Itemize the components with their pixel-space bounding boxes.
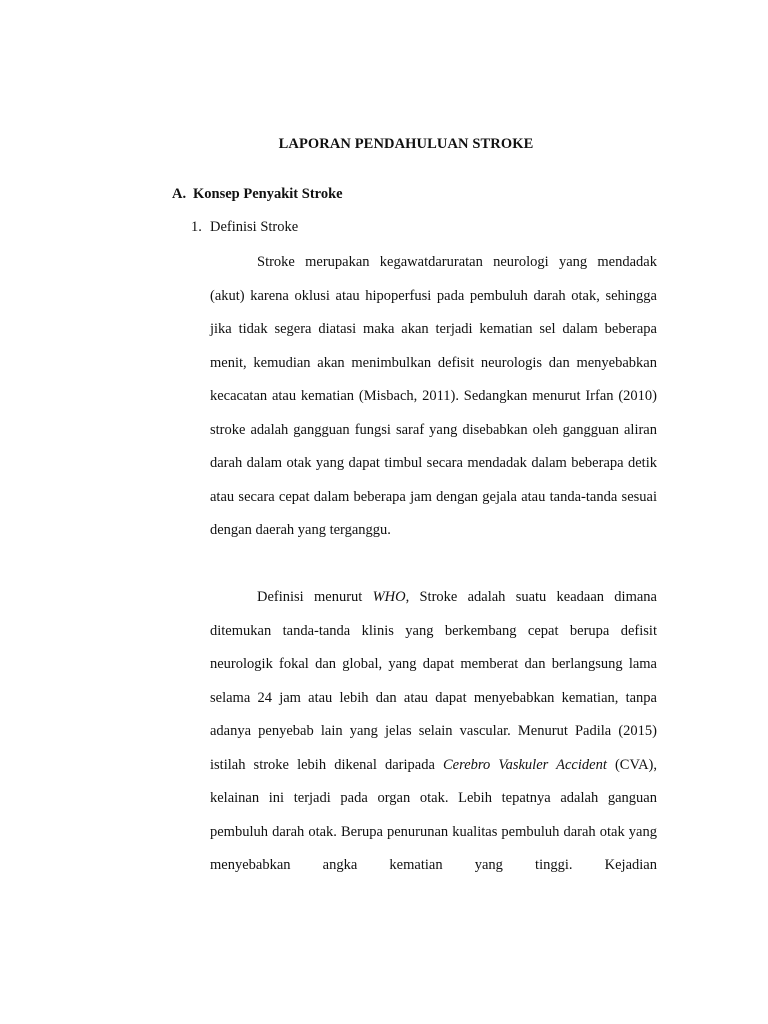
section-heading bbox=[172, 186, 343, 203]
paragraph2-part1: Definisi menurut bbox=[257, 589, 373, 605]
section-label: Konsep Penyakit Stroke bbox=[193, 186, 343, 202]
subsection-heading bbox=[191, 219, 298, 236]
section-number: A. bbox=[172, 186, 187, 202]
who-term: WHO bbox=[372, 589, 406, 605]
document-title: LAPORAN PENDAHULUAN STROKE bbox=[278, 136, 534, 152]
subsection-number: 1. bbox=[191, 219, 202, 235]
paragraph-who-definition bbox=[210, 581, 657, 883]
cva-term: Cerebro Vaskuler Accident bbox=[443, 756, 607, 773]
paragraph-stroke-definition: Stroke merupakan kegawatdaruratan neurologi yang mendadak (akut) karena oklusi atau hipoperfusi pada pembuluh darah otak, sehingga jika tidak segera diatasi maka akan terjadi kematian sel dalam beberapa menit, kemudian akan menimbulkan defisit neurologis dan menyebabkan kecacatan atau kematian (Misbach, 2011). Sedangkan menurut Irfan (2010) stroke adalah gangguan fungsi saraf yang disebabkan oleh gangguan aliran darah dalam otak yang dapat timbul secara mendadak dalam beberapa detik atau secara cepat dalam beberapa jam dengan gejala atau tanda-tanda sesuai dengan daerah yang terganggu. bbox=[210, 254, 657, 538]
paragraph2-part2: , Stroke adalah suatu keadaan dimana ditemukan tanda-tanda klinis yang berkembang cepat berupa defisit neurologik fokal dan global, yang dapat memberat dan berlangsung lama selama 24 jam atau lebih dan atau dapat menyebabkan kematian, tanpa adanya penyebab lain yang jelas selain vascular. Menurut Padila (2015) istilah stroke lebih dikenal daripada bbox=[210, 589, 657, 773]
subsection-label: Definisi Stroke bbox=[210, 219, 299, 235]
paragraph2-part3: (CVA), kelainan ini terjadi pada organ otak. Lebih tepatnya adalah ganguan pembuluh darah otak. Berupa penurunan kualitas pembuluh darah otak yang menyebabkan angka kematian yang tinggi. Kejadian bbox=[210, 756, 657, 873]
